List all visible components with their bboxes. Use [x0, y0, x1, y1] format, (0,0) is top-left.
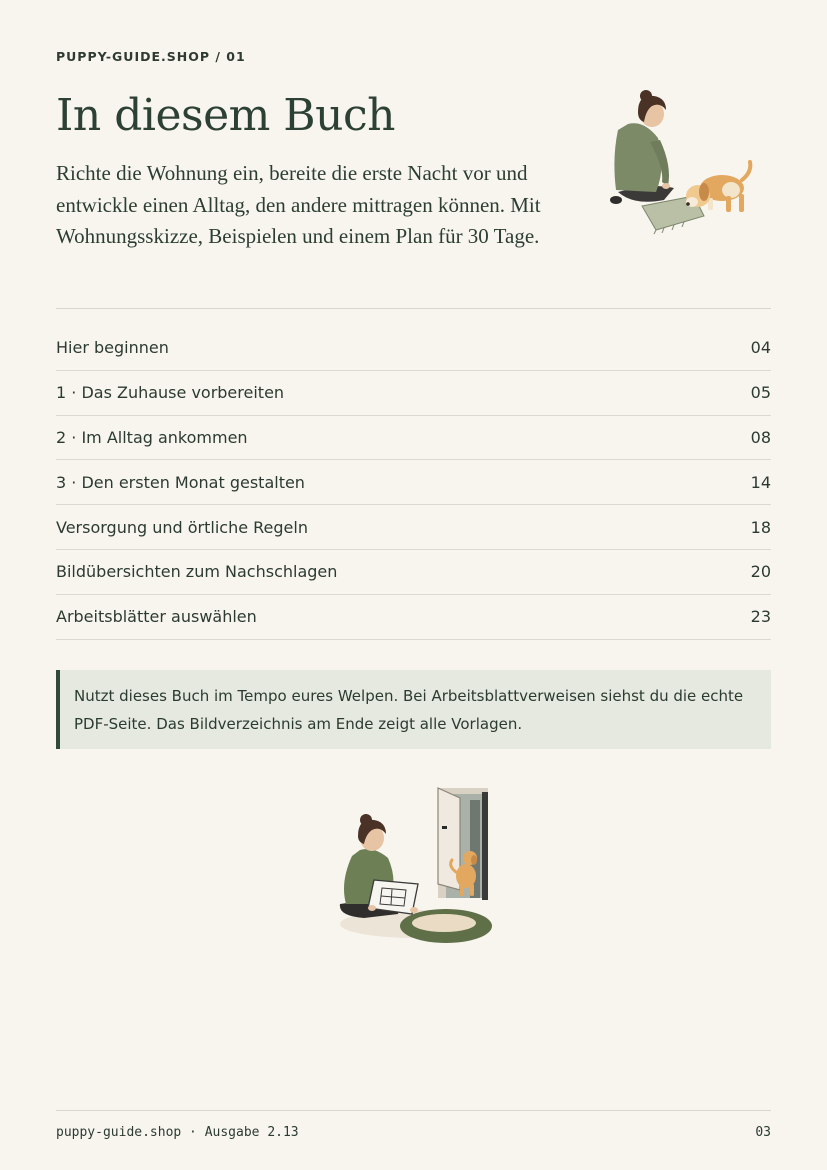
footer-divider [56, 1110, 771, 1111]
footer-source: puppy-guide.shop · Ausgabe 2.13 [56, 1125, 299, 1140]
toc-label: 2 · Im Alltag ankommen [56, 427, 248, 447]
toc-label: 1 · Das Zuhause vorbereiten [56, 383, 285, 403]
toc-page: 04 [750, 338, 771, 358]
woman-with-floorplan-and-puppy-illustration [334, 786, 494, 950]
toc-page: 05 [750, 383, 771, 403]
toc-label: Hier beginnen [56, 338, 169, 358]
info-callout: Nutzt dieses Buch im Tempo eures Welpen. Bei Arbeitsblattverweisen siehst du die echte PDF-Seite. Das Bildverzeichnis am Ende zeigt alle Vorlagen. [56, 670, 771, 749]
toc-item[interactable] [56, 550, 771, 595]
toc-label: Arbeitsblätter auswählen [56, 607, 257, 627]
page [56, 0, 771, 1170]
toc-label: Versorgung und örtliche Regeln [56, 517, 308, 537]
toc-item[interactable] [56, 416, 771, 461]
intro-text: Richte die Wohnung ein, bereite die erste Nacht vor und entwickle einen Alltag, den andere mittragen können. Mit Wohnungsskizze, Beispielen und einem Plan für 30 Tage. [56, 161, 541, 248]
toc-item[interactable] [56, 326, 771, 371]
toc-item[interactable] [56, 505, 771, 550]
kicker: PUPPY-GUIDE.SHOP / 01 [56, 49, 246, 64]
woman-with-puppy-illustration [604, 88, 756, 238]
page-title: In diesem Buch [56, 90, 395, 141]
toc-item[interactable] [56, 595, 771, 640]
toc-page: 08 [750, 427, 771, 447]
table-of-contents [56, 326, 771, 640]
toc-label: Bildübersichten zum Nachschlagen [56, 562, 338, 582]
page-number: 03 [755, 1125, 771, 1140]
toc-item[interactable] [56, 460, 771, 505]
toc-page: 14 [750, 472, 771, 492]
toc-item[interactable] [56, 371, 771, 416]
toc-page: 18 [750, 517, 771, 537]
toc-page: 23 [750, 607, 771, 627]
toc-label: 3 · Den ersten Monat gestalten [56, 472, 305, 492]
divider [56, 308, 771, 309]
toc-page: 20 [750, 562, 771, 582]
